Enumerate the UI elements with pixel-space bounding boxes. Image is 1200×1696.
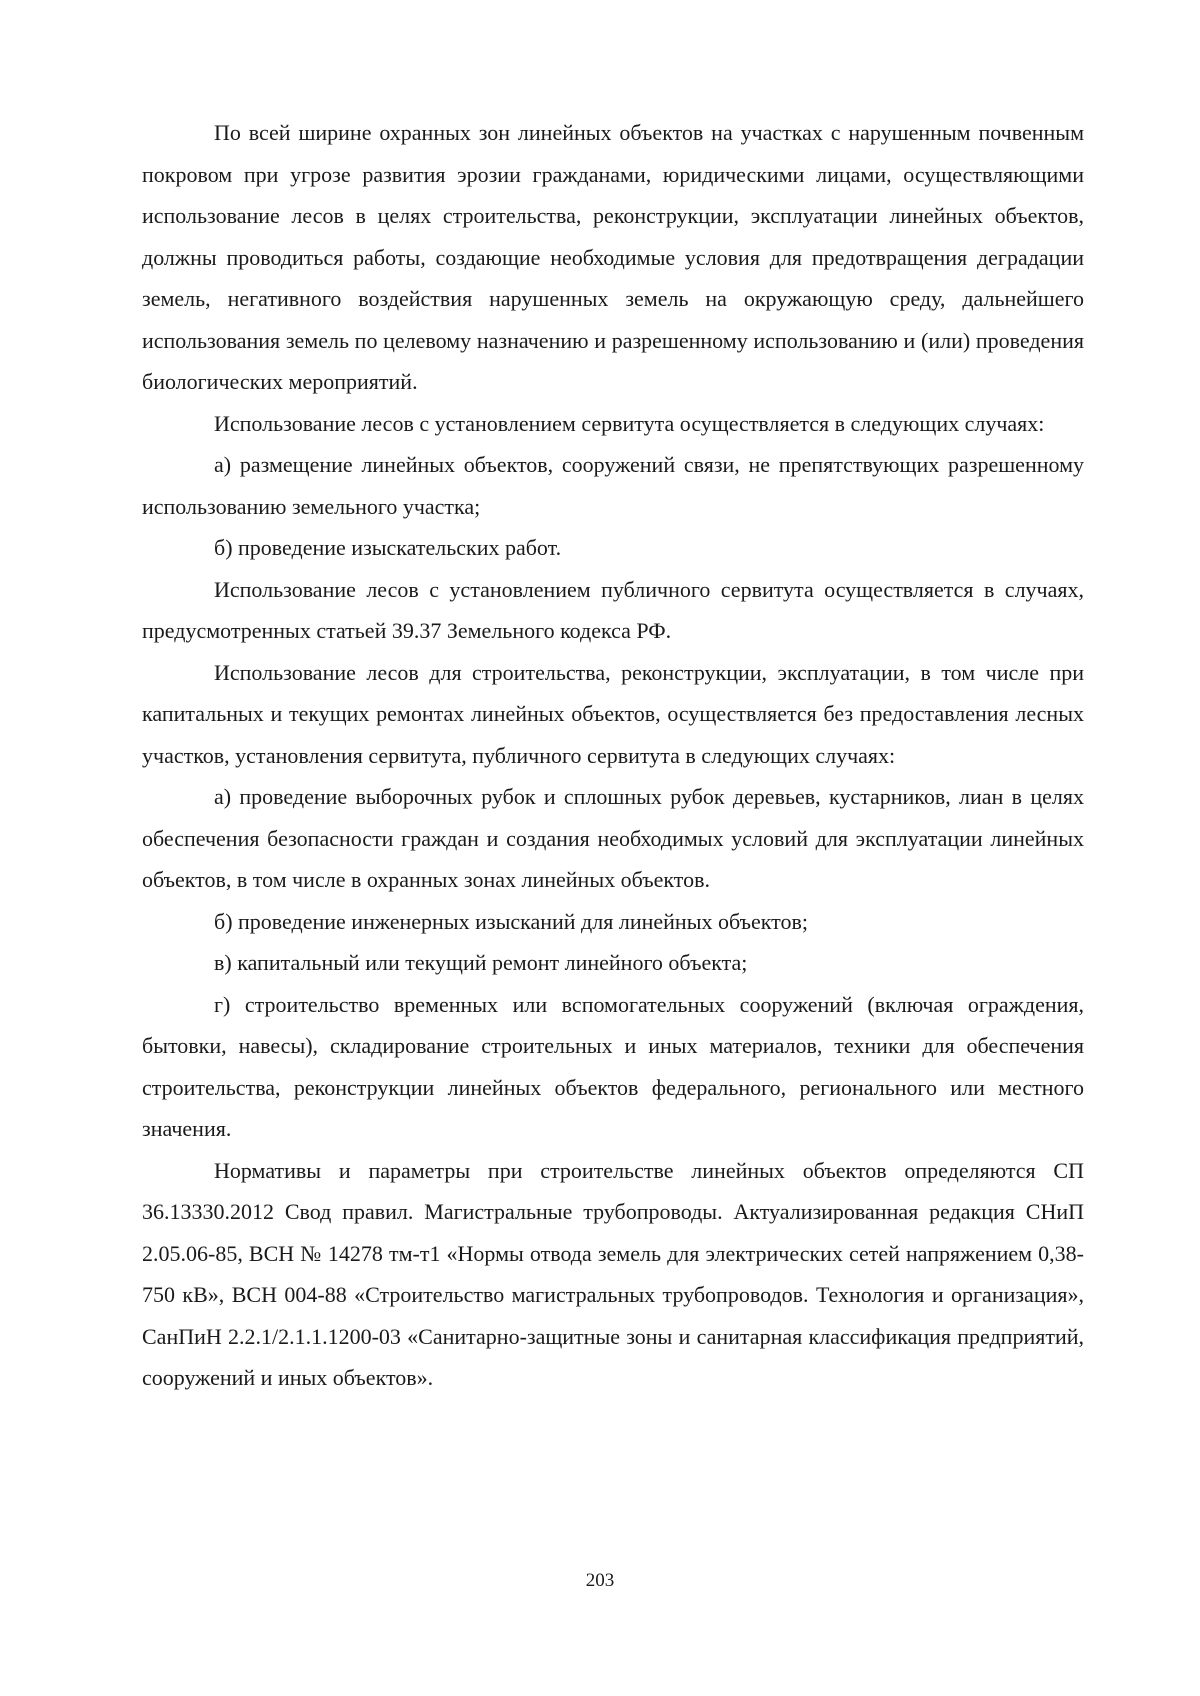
- list-item-surveys-b: б) проведение инженерных изысканий для линейных объектов;: [214, 908, 808, 934]
- page-number: 203: [585, 1570, 615, 1591]
- paragraph-without-plots: Использование лесов для строительства, реконструкции, эксплуатации, в том числе при капитальных и текущих ремонтах линейных объектов, осуществляется без предоставления лесных участков, установления сервитута, публичного сервитута в следующих случаях:: [142, 659, 1084, 768]
- list-item-servitude-b: б) проведение изыскательских работ.: [214, 535, 562, 560]
- list-item-temporary-structures-d: г) строительство временных или вспомогательных сооружений (включая ограждения, бытовки, навесы), складирование строительных и иных материалов, техники для обеспечения строительства, реконструкции линейных объектов федерального, регионального или местного значения.: [142, 991, 1084, 1141]
- paragraph-public-servitude: Использование лесов с установлением публичного сервитута осуществляется в случаях, предусмотренных статьей 39.37 Земельного кодекса РФ.: [142, 576, 1084, 643]
- paragraph-servitude-cases: Использование лесов с установлением сервитута осуществляется в следующих случаях:: [214, 410, 1045, 436]
- list-item-servitude-a: а) размещение линейных объектов, сооружений связи, не препятствующих разрешенному использованию земельного участка;: [142, 452, 1084, 519]
- document-body: [142, 112, 1084, 1399]
- paragraph-protection-zones: По всей ширине охранных зон линейных объектов на участках с нарушенным почвенным покровом при угрозе развития эрозии гражданами, юридическими лицами, осуществляющими использование лесов в целях строительства, реконструкции, эксплуатации линейных объектов, должны проводиться работы, создающие необходимые условия для предотвращения деградации земель, негативного воздействия нарушенных земель на окружающую среду, дальнейшего использования земель по целевому назначению и разрешенному использованию и (или) проведения биологических мероприятий.: [142, 120, 1084, 394]
- list-item-repair-c: в) капитальный или текущий ремонт линейного объекта;: [214, 950, 748, 975]
- paragraph-standards: Нормативы и параметры при строительстве линейных объектов определяются СП 36.13330.2012 Свод правил. Магистральные трубопроводы. Актуализированная редакция СНиП 2.05.06-85, ВСН № 14278 тм-т1 «Нормы отвода земель для электрических сетей напряжением 0,38-750 кВ», ВСН 004-88 «Строительство магистральных трубопроводов. Технология и организация», СанПиН 2.2.1/2.1.1.1200-03 «Санитарно-защитные зоны и санитарная классификация предприятий, сооружений и иных объектов».: [142, 1157, 1084, 1390]
- list-item-cutting-a: а) проведение выборочных рубок и сплошных рубок деревьев, кустарников, лиан в целях обеспечения безопасности граждан и создания необходимых условий для эксплуатации линейных объектов, в том числе в охранных зонах линейных объектов.: [142, 784, 1084, 892]
